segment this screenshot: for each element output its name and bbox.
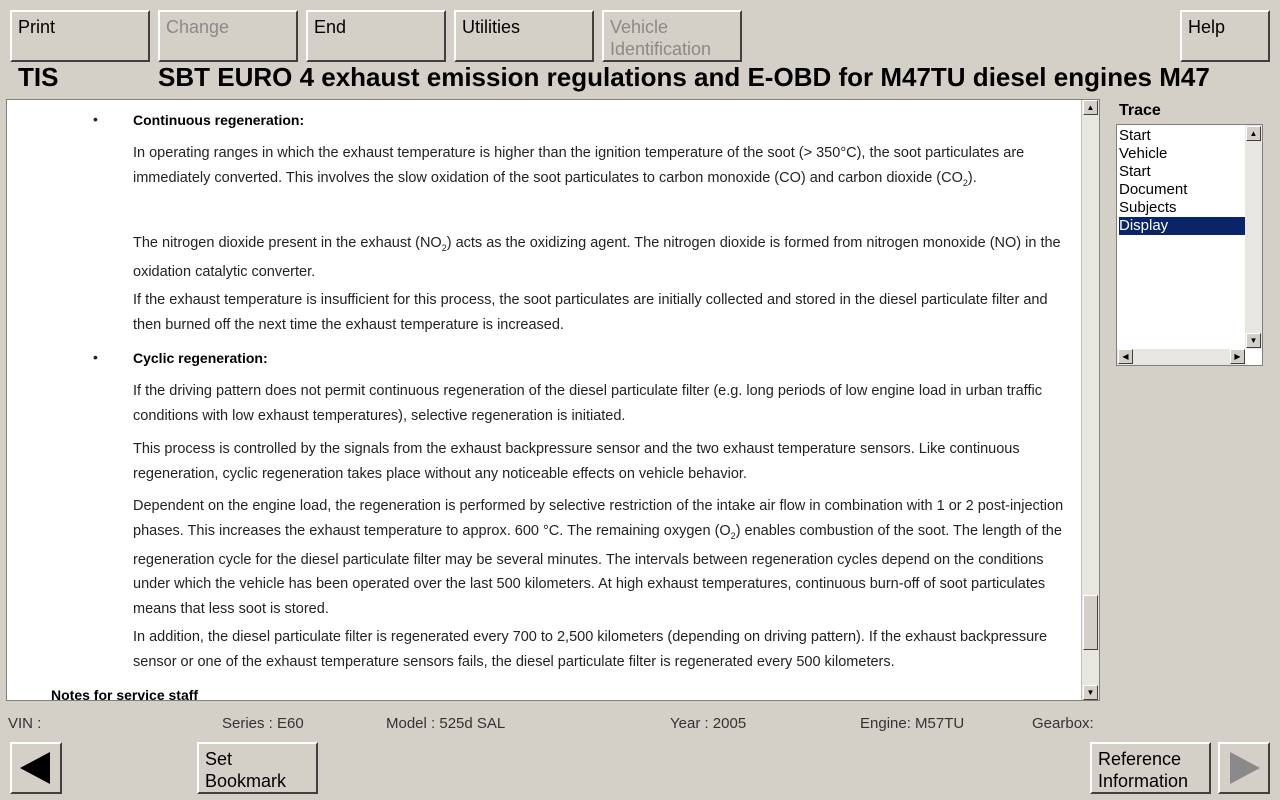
section-title-cyclic: Cyclic regeneration: xyxy=(133,350,268,366)
trace-horizontal-scrollbar[interactable] xyxy=(1117,349,1245,365)
vehicle-identification-label-1: Vehicle xyxy=(610,17,669,37)
paragraph xyxy=(133,231,1068,285)
trace-item-display[interactable]: Display xyxy=(1119,217,1245,235)
engine-field: Engine: M57TU xyxy=(860,715,965,732)
paragraph-text: ) acts as the oxidizing agent. The nitrogen dioxide is formed from nitrogen monoxide (NO) in the oxidation catalytic converter. xyxy=(133,235,1061,281)
print-button[interactable] xyxy=(10,10,150,62)
set-bookmark-button[interactable] xyxy=(197,742,318,794)
paragraph xyxy=(133,141,1068,195)
scroll-up-button[interactable]: ▲ xyxy=(1083,100,1098,115)
trace-scroll-down-button[interactable]: ▼ xyxy=(1246,333,1261,348)
end-button[interactable] xyxy=(306,10,446,62)
subscript: 2 xyxy=(962,177,968,188)
notes-heading: Notes for service staff xyxy=(51,687,199,701)
year-field: Year : 2005 xyxy=(670,715,747,732)
model-field: Model : 525d SAL xyxy=(386,715,506,732)
paragraph: If the driving pattern does not permit continuous regeneration of the diesel particulate filter (e.g. long periods of low engine load in urban traffic conditions with low exhaust temperatures), selective regeneration is initiated. xyxy=(133,383,1042,424)
trace-vertical-scrollbar[interactable] xyxy=(1245,125,1262,349)
scroll-down-button[interactable]: ▼ xyxy=(1083,685,1098,700)
arrow-right-icon xyxy=(1220,744,1268,792)
trace-list[interactable] xyxy=(1116,124,1263,366)
vertical-scrollbar[interactable] xyxy=(1081,100,1099,700)
paragraph-text: The nitrogen dioxide present in the exhaust (NO xyxy=(133,235,442,251)
reference-information-button[interactable] xyxy=(1090,742,1211,794)
trace-item-document[interactable]: Document xyxy=(1119,181,1188,198)
set-bookmark-label-2: Bookmark xyxy=(205,771,287,791)
trace-scroll-right-button[interactable]: ▶ xyxy=(1230,349,1245,364)
subscript: 2 xyxy=(730,530,736,541)
paragraph-text: ) enables combustion of the soot. The length of the regeneration cycle for the diesel particulate filter may be several minutes. The intervals between regeneration cycles depend on the conditions under which the vehicle has been operated over the last 500 kilometers. At high exhaust temperatures, continuous burn-off of soot particulates means that less soot is stored. xyxy=(133,522,1062,617)
subscript: 2 xyxy=(441,242,447,253)
page-title: SBT EURO 4 exhaust emission regulations and E-OBD for M47TU diesel engines M47 xyxy=(158,62,1210,92)
trace-scroll-left-button[interactable]: ◀ xyxy=(1118,349,1133,364)
forward-button[interactable] xyxy=(1218,742,1270,794)
paragraph-text: Dependent on the engine load, the regeneration is performed by selective restriction of the intake air flow in combination with 1 or 2 post-injection phases. This increases the exhaust temperature to approx. 600 °C. The remaining oxygen (O xyxy=(133,498,1064,539)
trace-label: Trace xyxy=(1119,102,1161,119)
trace-item-subjects[interactable]: Subjects xyxy=(1119,199,1177,216)
bullet: • xyxy=(93,349,98,365)
utilities-label: Utilities xyxy=(462,17,521,37)
help-label: Help xyxy=(1188,17,1226,37)
paragraph: This process is controlled by the signals from the exhaust backpressure sensor and the two exhaust temperature sensors. Like continuous regeneration, cyclic regeneration takes place without any noticeable effects on vehicle behavior. xyxy=(133,441,1020,482)
section-title-continuous: Continuous regeneration: xyxy=(133,112,305,128)
vehicle-identification-label-2: Identification xyxy=(610,39,712,59)
change-label: Change xyxy=(166,17,230,37)
back-button[interactable] xyxy=(10,742,62,794)
paragraph-text: ). xyxy=(967,169,977,186)
print-label: Print xyxy=(18,17,56,37)
document-panel[interactable] xyxy=(6,99,1100,701)
trace-item-start[interactable]: Start xyxy=(1119,127,1151,144)
series-field: Series : E60 xyxy=(222,715,304,732)
end-label: End xyxy=(314,17,347,37)
trace-scroll-up-button[interactable]: ▲ xyxy=(1246,126,1261,141)
scroll-thumb[interactable] xyxy=(1083,595,1098,650)
reference-information-label-1: Reference xyxy=(1098,749,1182,769)
vehicle-identification-button[interactable] xyxy=(602,10,742,62)
set-bookmark-label-1: Set xyxy=(205,749,233,769)
app-name: TIS xyxy=(18,62,59,92)
paragraph xyxy=(133,494,1068,621)
gearbox-field: Gearbox: xyxy=(1032,715,1094,732)
change-button[interactable] xyxy=(158,10,298,62)
utilities-button[interactable] xyxy=(454,10,594,62)
trace-item-vehicle[interactable]: Vehicle xyxy=(1119,145,1168,162)
arrow-left-icon xyxy=(12,744,60,792)
paragraph: If the exhaust temperature is insufficient for this process, the soot particulates are initially collected and stored in the diesel particulate filter and then burned off the next time the exhaust temperature is increased. xyxy=(133,292,1048,333)
paragraph: In addition, the diesel particulate filter is regenerated every 700 to 2,500 kilometers (depending on driving pattern). If the exhaust backpressure sensor or one of the exhaust temperature sensors fails, the diesel particulate filter is regenerated every 500 kilometers. xyxy=(133,629,1048,670)
help-button[interactable] xyxy=(1180,10,1270,62)
vin-field: VIN : xyxy=(8,715,42,732)
reference-information-label-2: Information xyxy=(1098,771,1189,791)
paragraph-text: In operating ranges in which the exhaust temperature is higher than the ignition temperature of the soot (> 350°C), the soot particulates are immediately converted. This involves the slow oxidation of the soot particulates to carbon monoxide (CO) and carbon dioxide (CO xyxy=(133,145,1025,186)
bullet: • xyxy=(93,111,98,127)
trace-item-start-2[interactable]: Start xyxy=(1119,163,1151,180)
